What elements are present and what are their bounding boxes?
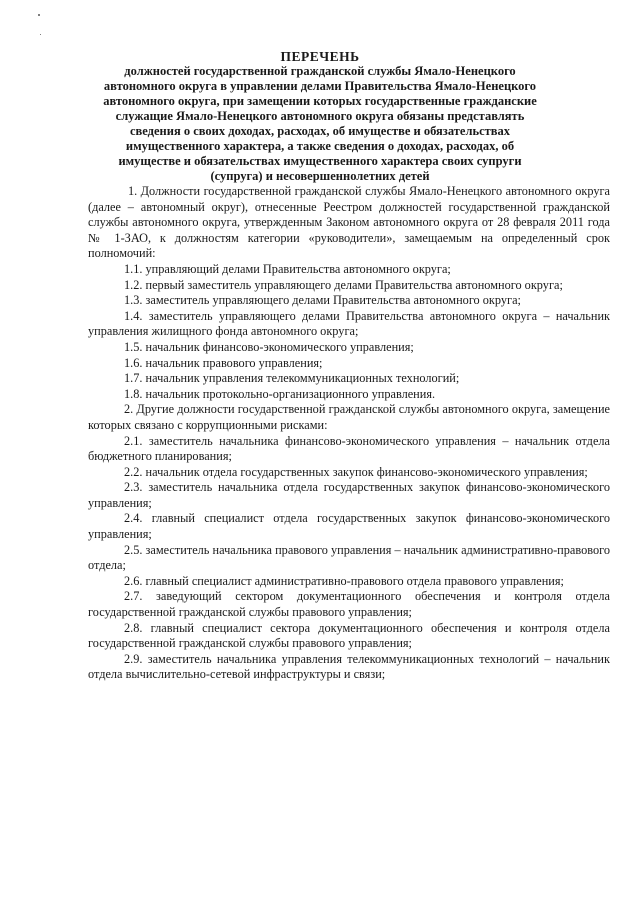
list-item-2-1: 2.1. заместитель начальника финансово-экономического управления – начальник отдела бюджетного планирования; — [88, 433, 610, 464]
list-item-1-2: 1.2. первый заместитель управляющего делами Правительства автономного округа; — [124, 277, 563, 292]
list-item-1-4: 1.4. заместитель управляющего делами Правительства автономного округа – начальник управления жилищного фонда автономного округа; — [88, 308, 610, 339]
list-item-2-5: 2.5. заместитель начальника правового управления – начальник административно-правового отдела; — [88, 542, 610, 573]
list-item-1-6: 1.6. начальник правового управления; — [124, 355, 323, 370]
list-item-1-8: 1.8. начальник протокольно-организационного управления. — [124, 386, 436, 401]
list-item-1-5: 1.5. начальник финансово-экономического управления; — [124, 339, 414, 354]
scan-speck — [38, 14, 40, 16]
document-subtitle: должностей государственной гражданской службы Ямало-Ненецкого автономного округа в управлении делами Правительства Ямало-Ненецкого автономного округа, при замещении которых государственные гражданские служащие Ямало-Ненецкого автономного округа обязаны представлять сведения о своих доходах, расходах, об имуществе и обязательствах имущественного характера, а также сведения о доходах, расходах, об имуществе и обязательствах имущественного характера своих супруги (супруга) и несовершеннолетних детей — [103, 64, 537, 183]
scan-speck — [40, 34, 41, 35]
list-item-2-4: 2.4. главный специалист отдела государственных закупок финансово-экономического управления; — [88, 511, 610, 542]
list-item-1-1: 1.1. управляющий делами Правительства автономного округа; — [124, 261, 451, 276]
list-item-2-7: 2.7. заведующий сектором документационного обеспечения и контроля отдела государственной гражданской службы правового управления; — [88, 589, 610, 620]
document-heading: ПЕРЕЧЕНЬ — [280, 49, 360, 64]
list-item-1-3: 1.3. заместитель управляющего делами Правительства автономного округа; — [124, 293, 521, 308]
list-item-2-3: 2.3. заместитель начальника отдела государственных закупок финансово-экономического управления; — [88, 480, 610, 510]
list-item-2-2: 2.2. начальник отдела государственных закупок финансово-экономического управления; — [124, 464, 588, 479]
paragraph-2: 2. Другие должности государственной гражданской службы автономного округа, замещение которых связано с коррупционными рисками: — [88, 402, 610, 432]
paragraph-1: 1. Должности государственной гражданской службы Ямало-Ненецкого автономного округа (далее – автономный округ), отнесенные Реестром должностей государственной гражданской службы автономного округа, утвержденным Законом автономного округа от 28 февраля 2011 года № 1-ЗАО, к должностям категории «руководители», замещаемым на определенный срок полномочий: — [88, 184, 610, 261]
list-item-2-9: 2.9. заместитель начальника управления телекоммуникационных технологий – начальник отдела вычислительно-сетевой инфраструктуры и связи; — [88, 651, 610, 682]
list-item-2-8: 2.8. главный специалист сектора документационного обеспечения и контроля отдела государственной гражданской службы правового управления; — [88, 620, 610, 651]
list-item-2-6: 2.6. главный специалист административно-правового отдела правового управления; — [124, 573, 564, 588]
list-item-1-7: 1.7. начальник управления телекоммуникационных технологий; — [124, 371, 460, 386]
document-body — [88, 184, 610, 683]
